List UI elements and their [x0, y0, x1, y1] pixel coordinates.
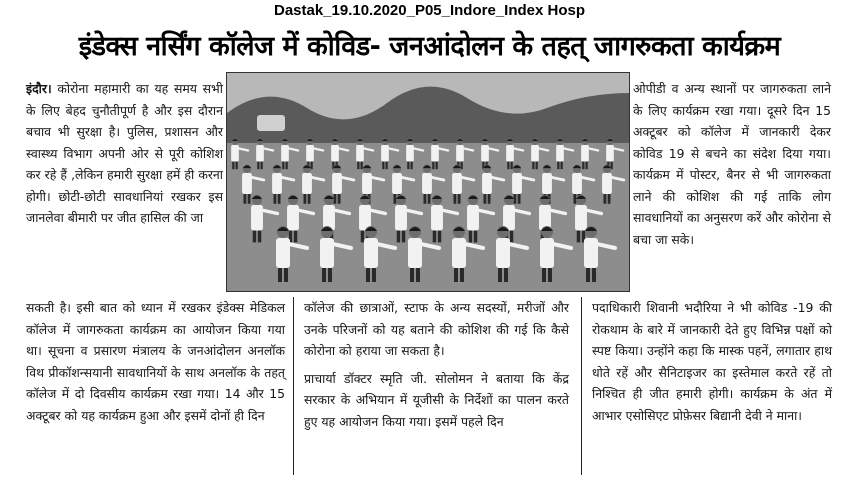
article-text-2: सकती है। इसी बात को ध्यान में रखकर इंडेक्स मेडिकल कॉलेज में जागरुकता कार्यक्रम का आयोजन किया गया था। सूचना व प्रसारण मंत्रालय के जनआंदोलन अनलॉक विथ प्रीकॉशन्सयानी सावधानियों के साथ अनलॉक के तहत् कॉलेज में दो दिवसीय कार्यक्रम रखा गया। 14 और 15 अक्टूबर को यह कार्यक्रम हुआ और इसमें दोनों ही दिन	[26, 300, 285, 423]
photo-student-leg	[432, 162, 434, 170]
dateline: इंदौर।	[26, 81, 52, 96]
photo-student-leg	[304, 194, 307, 204]
photo-student-leg	[236, 162, 238, 170]
photo-student-leg	[604, 194, 607, 204]
photo-student-leg	[416, 268, 420, 282]
photo-car	[257, 115, 285, 131]
photo-student-leg	[557, 162, 559, 170]
photo-student-leg	[498, 268, 502, 282]
article-text-4: प्राचार्या डॉक्टर स्मृति जी. सोलोमन ने बताया कि केंद्र सरकार के अभियान में यूजीसी के निर्देशों का पालन करते हुए यह आयोजन किया गया। इसमें पहले दिन	[304, 370, 569, 429]
photo-student-leg	[274, 194, 277, 204]
article-text-3: कॉलेज की छात्राओं, स्टाफ के अन्य सदस्यों, मरीजों और उनके परिजनों को यह बताने की कोशिश की गई कि कैसे कोरोना को हराया जा सकता है।	[304, 300, 569, 358]
photo-student-leg	[261, 162, 263, 170]
photo-student-leg	[454, 194, 457, 204]
headline: इंडेक्स नर्सिंग कॉलेज में कोविड- जनआंदोलन के तहत् जागरुकता कार्यक्रम	[78, 31, 781, 62]
photo-student-leg	[257, 162, 259, 170]
photo-student-leg	[510, 231, 513, 243]
photo-student-leg	[407, 162, 409, 170]
article-column-1-top	[26, 78, 223, 229]
article-text-1: कोरोना महामारी का यह समय सभी के लिए बेहद चुनौतीपूर्ण है और इस दौरान बचाव भी सुरक्षा है। पुलिस, प्रशासन और स्वास्थ्य विभाग अपनी ओर से पूरी कोशिश कर रहे हैं ,लेकिन हमारी सुरक्षा हमें ही करना होगी। छोटी-छोटी सावधानियां रखकर इस जानलेवा बीमारी पर जीत हासिल की जा	[26, 81, 223, 225]
photo-student-leg	[322, 268, 326, 282]
photo-student-leg	[469, 231, 472, 243]
news-photo	[226, 72, 630, 292]
column-rule	[581, 297, 582, 475]
photo-student-leg	[454, 268, 458, 282]
photo-student-leg	[232, 162, 234, 170]
photo-student-leg	[284, 268, 288, 282]
photo-student-leg	[411, 162, 413, 170]
photo-student-leg	[536, 162, 538, 170]
photo-student-leg	[424, 194, 427, 204]
photo-student-leg	[542, 268, 546, 282]
photo-student-leg	[361, 162, 363, 170]
photo-student-leg	[561, 162, 563, 170]
article-text-6: पदाधिकारी शिवानी भदौरिया ने भी कोविड -19 की रोकथाम के बारे में जानकारी देते हुए विभिन्न पक्षों को स्पष्ट किया। उन्होंने कहा कि मास्क पहनें, लगातार हाथ धोते रहें और सैनिटाइजर का इस्तेमाल करते रहें तो निश्चित ही जीत हमारी होगी। कार्यक्रम के अंत में आभार एसोसिएट प्रोफ़ेसर बिद्यानी देवी ने माना।	[592, 300, 832, 423]
photo-student-leg	[511, 162, 513, 170]
photo-student-leg	[278, 194, 281, 204]
photo-student-leg	[488, 194, 491, 204]
photo-student-leg	[357, 162, 359, 170]
photo-student-leg	[592, 268, 596, 282]
photo-student-leg	[258, 231, 261, 243]
photo-student-leg	[474, 231, 477, 243]
photo-student-leg	[504, 268, 508, 282]
photo-student-leg	[286, 162, 288, 170]
article-column-1-bottom	[26, 297, 285, 426]
photo-student-leg	[458, 194, 461, 204]
clipping-caption: Dastak_19.10.2020_P05_Indore_Index Hosp	[273, 2, 585, 19]
photo-student-leg	[582, 162, 584, 170]
photo-student-leg	[438, 231, 441, 243]
photo-student-leg	[532, 162, 534, 170]
photo-student-leg	[361, 231, 364, 243]
article-column-3-bottom	[592, 297, 832, 426]
photo-student-leg	[294, 231, 297, 243]
photo-student-leg	[244, 194, 247, 204]
photo-student-leg	[282, 162, 284, 170]
photo-student-leg	[548, 268, 552, 282]
article-column-3-top	[633, 78, 831, 250]
article-text-5: ओपीडी व अन्य स्थानों पर जागरुकता लाने के लिए कार्यक्रम रखा गया। दूसरे दिन 15 अक्टूबर को कॉलेज में जानकारी देकर कोविड 19 से बचने का संदेश दिया गया। कार्यक्रम में पोस्टर, बैनर से भी जागरुकता लाने की कोशिश की गई ताकि लोग सावधानियों का अनुसरण करें और कोरोना से बचा जा सके।	[633, 81, 831, 247]
article-column-2	[304, 297, 569, 432]
photo-student-leg	[402, 231, 405, 243]
photo-student-leg	[328, 268, 332, 282]
photo-student-leg	[386, 162, 388, 170]
photo-student-leg	[382, 162, 384, 170]
photo-student-leg	[248, 194, 251, 204]
photo-student-leg	[366, 268, 370, 282]
photo-student-leg	[397, 231, 400, 243]
photo-student-leg	[586, 268, 590, 282]
photo-student-leg	[507, 162, 509, 170]
photo-student-leg	[253, 231, 256, 243]
photo-student-leg	[433, 231, 436, 243]
photo-student-leg	[338, 194, 341, 204]
column-rule	[293, 297, 294, 475]
photo-student-leg	[608, 194, 611, 204]
photo-student-leg	[428, 194, 431, 204]
photo-student-leg	[372, 268, 376, 282]
photo-student-leg	[460, 268, 464, 282]
photo-student-leg	[394, 194, 397, 204]
photo-student-leg	[577, 231, 580, 243]
photo-student-leg	[410, 268, 414, 282]
photo-student-leg	[586, 162, 588, 170]
photo-student-leg	[574, 194, 577, 204]
photo-student-leg	[436, 162, 438, 170]
photo-student-leg	[518, 194, 521, 204]
photo-student-leg	[308, 194, 311, 204]
students-exercise-photo	[227, 73, 629, 291]
photo-student-leg	[278, 268, 282, 282]
photo-student-leg	[484, 194, 487, 204]
